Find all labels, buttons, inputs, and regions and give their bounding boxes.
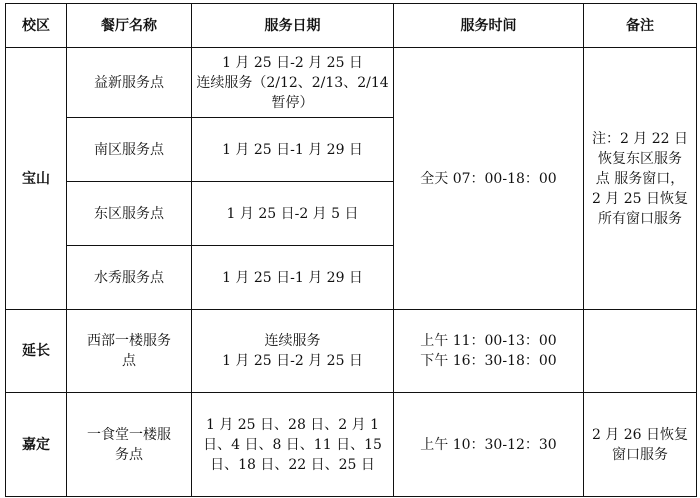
- date-line: 连续服务（2/12、2/13、2/14: [196, 74, 389, 91]
- time-line: 上午 11：00-13：00: [420, 333, 557, 349]
- canteen-name-cell: [67, 310, 192, 393]
- service-date-cell: 1 月 25 日-1 月 29 日: [192, 118, 394, 182]
- remark-line: 恢复东区服务: [598, 150, 682, 167]
- header-remark: 备注: [584, 4, 697, 48]
- date-line: 日、18 日、22 日、25 日: [210, 456, 375, 473]
- date-line: 日、4 日、8 日、11 日、15: [203, 436, 382, 453]
- service-date-cell: 1 月 25 日-2 月 5 日: [192, 182, 394, 246]
- campus-cell: 宝山: [6, 48, 67, 310]
- campus-cell: 延长: [6, 310, 67, 393]
- date-line: 1 月 25 日-2 月 25 日: [222, 54, 363, 71]
- service-time-cell: [394, 310, 584, 393]
- remark-line: 2 月 26 日恢复: [591, 426, 689, 443]
- service-time-cell: 上午 10：30-12：30: [394, 393, 584, 497]
- date-line: 暂停）: [271, 94, 314, 111]
- header-canteen-name: 餐厅名称: [67, 4, 192, 48]
- header-service-time: 服务时间: [394, 4, 584, 48]
- campus-cell: 嘉定: [6, 393, 67, 497]
- remark-line: 所有窗口服务: [598, 210, 682, 227]
- table-row: [6, 310, 697, 393]
- name-line: 点: [122, 353, 136, 369]
- service-time-cell: 全天 07：00-18：00: [394, 48, 584, 310]
- name-line: 务点: [115, 446, 143, 463]
- header-row: [6, 4, 697, 48]
- canteen-name-cell: 水秀服务点: [67, 246, 192, 310]
- header-campus: 校区: [6, 4, 67, 48]
- canteen-name-cell: [67, 393, 192, 497]
- remark-line: 窗口服务: [612, 446, 668, 463]
- time-line: 下午 16：30-18：00: [420, 353, 557, 369]
- remark-cell: [584, 48, 697, 310]
- service-date-cell: [192, 310, 394, 393]
- remark-cell: [584, 393, 697, 497]
- date-line: 连续服务: [264, 333, 321, 349]
- service-date-cell: 1 月 25 日-1 月 29 日: [192, 246, 394, 310]
- table-row: [6, 393, 697, 497]
- table-row: [6, 48, 697, 118]
- name-line: 一食堂一楼服: [87, 426, 171, 443]
- schedule-table-wrap: [5, 3, 697, 497]
- remark-cell: [584, 310, 697, 393]
- name-line: 西部一楼服务: [87, 333, 171, 349]
- canteen-name-cell: 益新服务点: [67, 48, 192, 118]
- service-date-cell: [192, 48, 394, 118]
- remark-line: 注：2 月 22 日: [591, 130, 689, 147]
- canteen-name-cell: 南区服务点: [67, 118, 192, 182]
- canteen-name-cell: 东区服务点: [67, 182, 192, 246]
- remark-line: 点 服务窗口，: [595, 170, 685, 187]
- date-line: 1 月 25 日-2 月 25 日: [222, 353, 363, 369]
- canteen-schedule-table: [5, 3, 697, 497]
- remark-line: 2 月 25 日恢复: [591, 190, 689, 207]
- header-service-date: 服务日期: [192, 4, 394, 48]
- service-date-cell: [192, 393, 394, 497]
- date-line: 1 月 25 日、28 日、2 月 1: [205, 416, 380, 433]
